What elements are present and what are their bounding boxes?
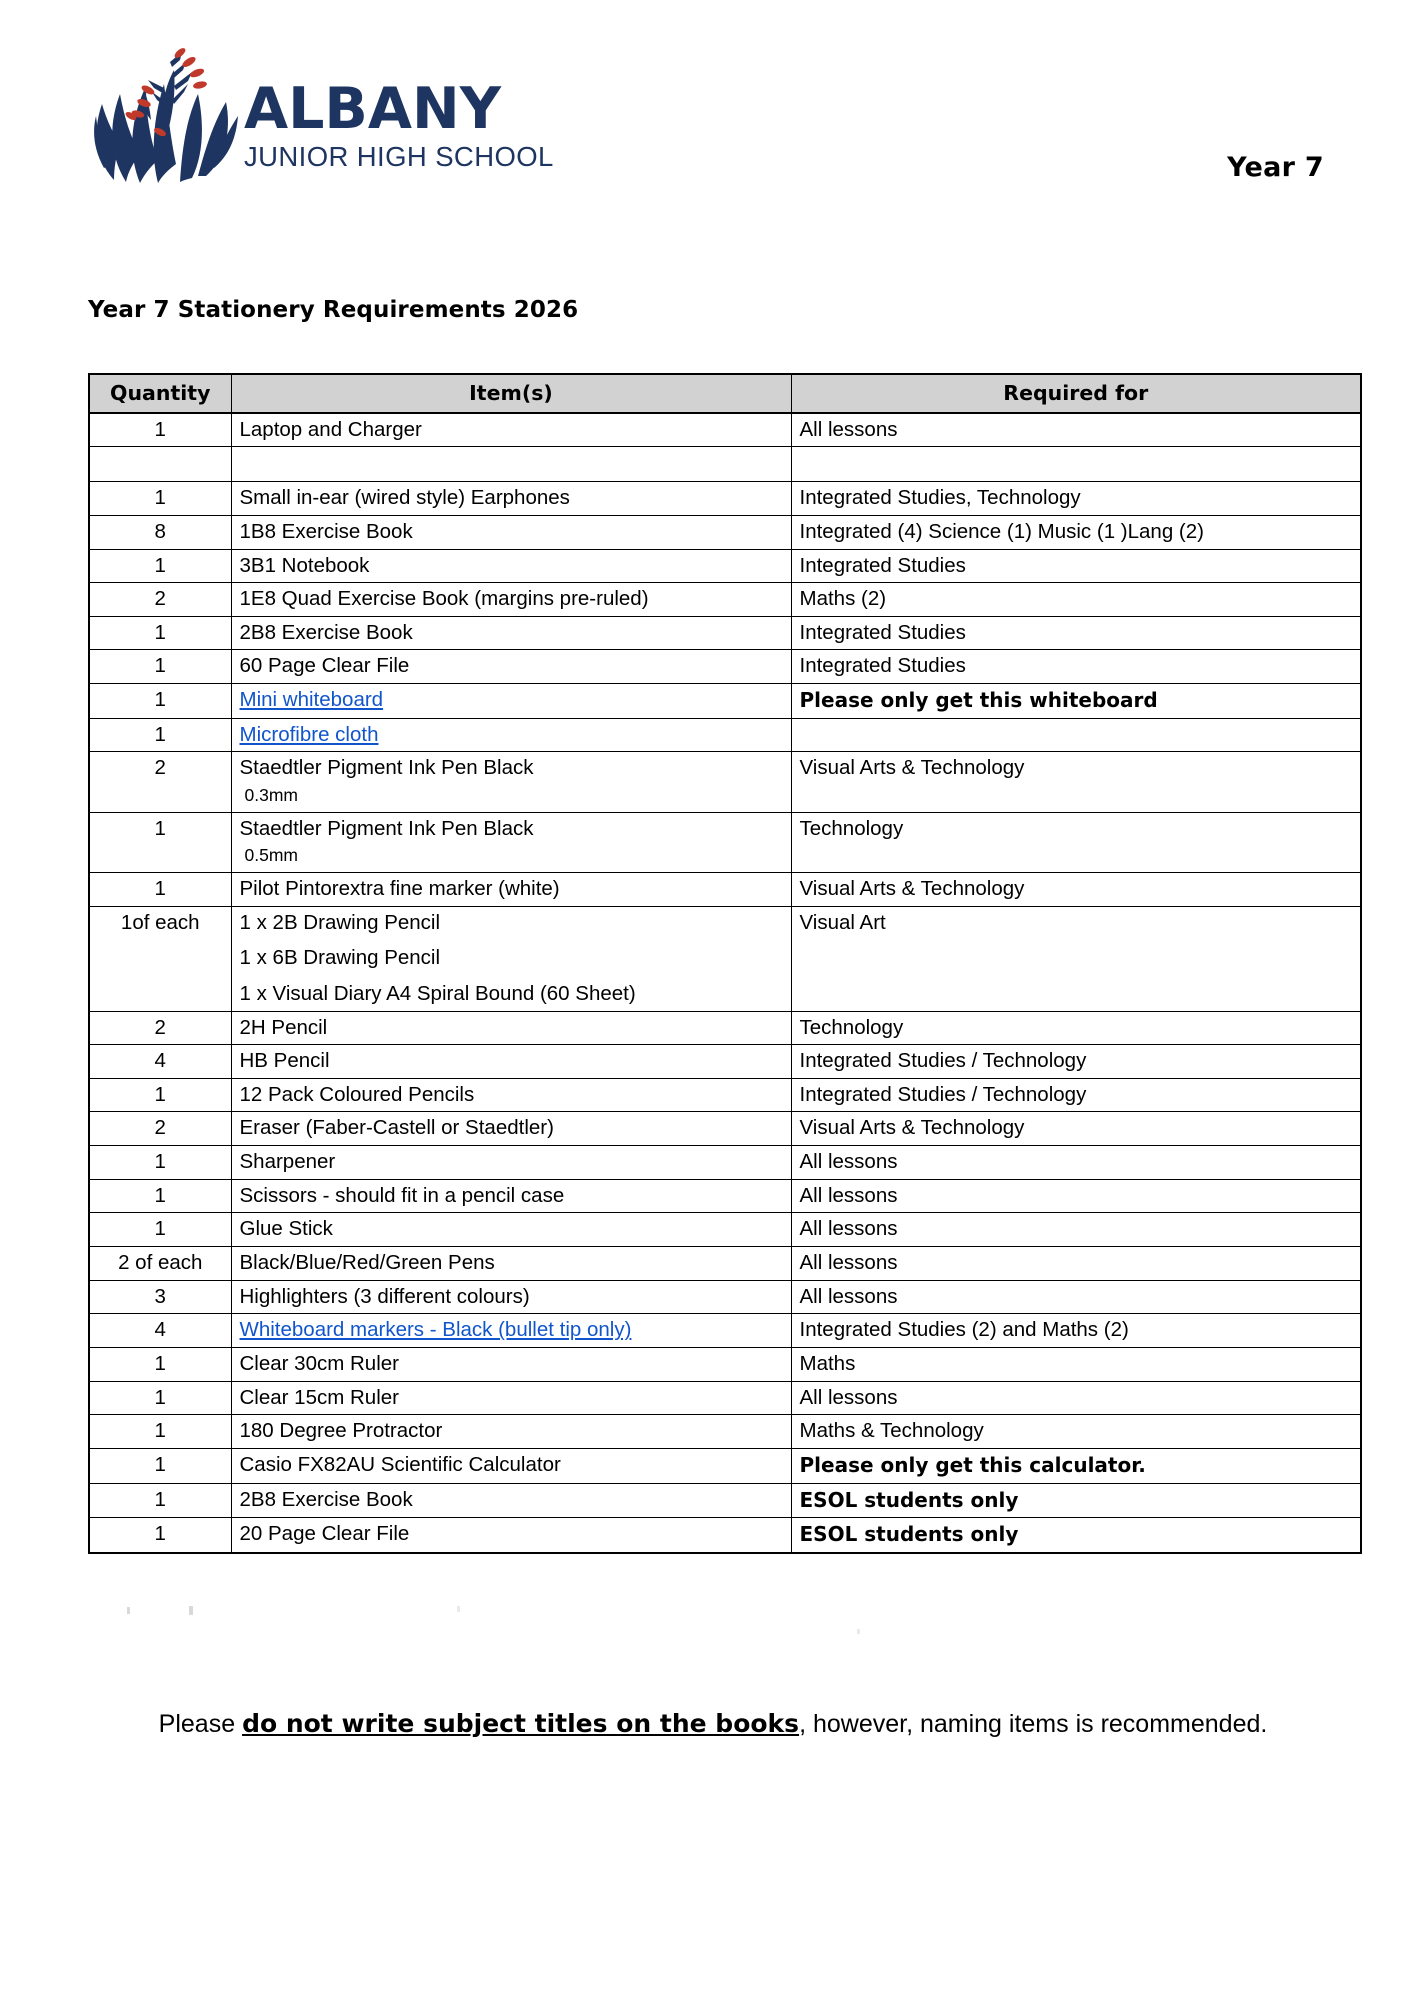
item-link[interactable]: Whiteboard markers - Black (bullet tip only): [239, 1318, 632, 1342]
required-for-text: All lessons: [799, 417, 898, 441]
cell-quantity: 1: [89, 1483, 231, 1518]
cell-quantity: 1: [89, 1448, 231, 1483]
table-row: [89, 718, 1361, 752]
cell-required-for: [791, 413, 1361, 447]
cell-quantity: 1: [89, 413, 231, 447]
required-for-text: Integrated (4) Science (1) Music (1 )Lang (2): [799, 519, 1204, 543]
page-title: Year 7 Stationery Requirements 2026: [88, 297, 579, 323]
item-text: 1 x 2B Drawing Pencil: [239, 910, 441, 934]
table-row: [89, 1011, 1361, 1045]
table-row: [89, 1415, 1361, 1449]
cell-required-for: [791, 1045, 1361, 1079]
scan-artifact: [857, 1629, 860, 1634]
cell-item: [231, 1518, 791, 1553]
required-for-text: Visual Arts & Technology: [799, 876, 1025, 900]
item-text: Clear 15cm Ruler: [239, 1385, 399, 1409]
item-text: 2H Pencil: [239, 1015, 328, 1039]
item-text: Black/Blue/Red/Green Pens: [239, 1251, 495, 1275]
item-text: 1 x 6B Drawing Pencil: [239, 946, 441, 970]
table-body: [89, 413, 1361, 1553]
table-row: [89, 872, 1361, 906]
item-text: Laptop and Charger: [239, 417, 422, 441]
item-link[interactable]: Microfibre cloth: [239, 722, 379, 746]
item-size-suffix: 0.5mm: [244, 845, 298, 866]
year-level-label: Year 7: [1227, 152, 1324, 183]
cell-item: [231, 583, 791, 617]
page-header: [0, 40, 1414, 220]
footer-note-emphasis: do not write subject titles on the books: [242, 1709, 800, 1738]
table-row: [89, 482, 1361, 516]
cell-item: [231, 1448, 791, 1483]
item-text: Highlighters (3 different colours): [239, 1284, 530, 1308]
required-for-text: Visual Arts & Technology: [799, 1116, 1025, 1140]
item-text: 60 Page Clear File: [239, 654, 410, 678]
cell-required-for: [791, 1347, 1361, 1381]
item-text: Scissors - should fit in a pencil case: [239, 1183, 565, 1207]
cell-required-for: [791, 1448, 1361, 1483]
item-size-suffix: 0.3mm: [244, 785, 298, 806]
table-row: [89, 1078, 1361, 1112]
cell-required-for: [791, 583, 1361, 617]
cell-quantity: 4: [89, 1314, 231, 1348]
cell-quantity: 1: [89, 718, 231, 752]
footer-note-suffix: , however, naming items is recommended.: [799, 1710, 1268, 1738]
cell-required-for: [791, 616, 1361, 650]
cell-required-for: [791, 752, 1361, 812]
table-row: [89, 616, 1361, 650]
table-row: [89, 583, 1361, 617]
cell-item: [231, 1011, 791, 1045]
scan-artifact: [127, 1607, 130, 1614]
cell-item: [231, 752, 791, 812]
required-for-text: Integrated Studies: [799, 654, 966, 678]
item-text: Staedtler Pigment Ink Pen Black: [239, 816, 534, 840]
cell-item: [231, 1314, 791, 1348]
cell-quantity: [89, 447, 231, 482]
cell-item: [231, 1347, 791, 1381]
item-text: Sharpener: [239, 1150, 336, 1174]
cell-item: [231, 718, 791, 752]
required-for-text: Maths & Technology: [799, 1419, 984, 1443]
cell-quantity: 1: [89, 1146, 231, 1180]
item-text: Small in-ear (wired style) Earphones: [239, 486, 570, 510]
item-text: Staedtler Pigment Ink Pen Black: [239, 756, 534, 780]
table-row: [89, 515, 1361, 549]
cell-item: [231, 413, 791, 447]
required-for-text: Integrated Studies / Technology: [799, 1049, 1087, 1073]
table-row: [89, 1483, 1361, 1518]
table-row: [89, 1146, 1361, 1180]
item-text: Pilot Pintorextra fine marker (white): [239, 876, 560, 900]
cell-required-for: [791, 1247, 1361, 1281]
cell-required-for: [791, 1213, 1361, 1247]
stationery-table-container: [88, 373, 1360, 1554]
cell-quantity: 1: [89, 616, 231, 650]
item-text: Glue Stick: [239, 1217, 333, 1241]
cell-required-for: [791, 1483, 1361, 1518]
cell-item: [231, 812, 791, 872]
cell-required-for: [791, 1314, 1361, 1348]
required-for-text: Integrated Studies (2) and Maths (2): [799, 1318, 1129, 1342]
cell-item: [231, 1247, 791, 1281]
stationery-requirements-table: [88, 373, 1362, 1554]
table-row: [89, 413, 1361, 447]
cell-item: [231, 906, 791, 1011]
table-row: [89, 752, 1361, 812]
cell-item: [231, 1112, 791, 1146]
cell-quantity: 1: [89, 1518, 231, 1553]
cell-quantity: 2 of each: [89, 1247, 231, 1281]
cell-item: [231, 1045, 791, 1079]
cell-required-for: [791, 1078, 1361, 1112]
cell-required-for: [791, 718, 1361, 752]
table-row: [89, 1247, 1361, 1281]
cell-required-for: [791, 1011, 1361, 1045]
cell-quantity: 4: [89, 1045, 231, 1079]
required-for-text: Integrated Studies: [799, 620, 966, 644]
required-for-text: All lessons: [799, 1251, 898, 1275]
table-row: [89, 1381, 1361, 1415]
cell-required-for: [791, 1280, 1361, 1314]
item-text: 1 x Visual Diary A4 Spiral Bound (60 Sheet): [239, 981, 636, 1005]
cell-item: [231, 1280, 791, 1314]
required-for-text: All lessons: [799, 1217, 898, 1241]
cell-required-for: [791, 1381, 1361, 1415]
column-header-required-for: Required for: [791, 374, 1361, 413]
cell-required-for: [791, 1146, 1361, 1180]
cell-quantity: 1: [89, 1347, 231, 1381]
cell-required-for: [791, 1518, 1361, 1553]
item-text: Casio FX82AU Scientific Calculator: [239, 1452, 561, 1476]
required-for-text: ESOL students only: [799, 1522, 1019, 1547]
required-for-text: Integrated Studies, Technology: [799, 486, 1081, 510]
cell-item: [231, 684, 791, 719]
table-row: [89, 1518, 1361, 1553]
cell-item: [231, 1381, 791, 1415]
school-subtitle: JUNIOR HIGH SCHOOL: [244, 141, 554, 173]
cell-item: [231, 1179, 791, 1213]
table-row: [89, 549, 1361, 583]
required-for-text: Please only get this calculator.: [799, 1452, 1146, 1477]
cell-required-for: [791, 1179, 1361, 1213]
cell-quantity: 1: [89, 684, 231, 719]
cell-item: [231, 515, 791, 549]
cell-required-for: [791, 650, 1361, 684]
required-for-text: Technology: [799, 816, 904, 840]
required-for-text: Maths (2): [799, 587, 887, 611]
cell-quantity: 1of each: [89, 906, 231, 1011]
required-for-text: All lessons: [799, 1385, 898, 1409]
item-text: 20 Page Clear File: [239, 1522, 410, 1546]
cell-item: [231, 1213, 791, 1247]
cell-quantity: 1: [89, 812, 231, 872]
table-row: [89, 1347, 1361, 1381]
required-for-text: Please only get this whiteboard: [799, 688, 1158, 713]
table-row: [89, 650, 1361, 684]
cell-item: [231, 447, 791, 482]
required-for-text: Maths: [799, 1351, 856, 1375]
item-text: 1E8 Quad Exercise Book (margins pre-ruled): [239, 587, 649, 611]
cell-quantity: 2: [89, 752, 231, 812]
cell-quantity: 2: [89, 1011, 231, 1045]
column-header-items: Item(s): [231, 374, 791, 413]
cell-item: [231, 1415, 791, 1449]
cell-item: [231, 1078, 791, 1112]
item-text: 1B8 Exercise Book: [239, 519, 413, 543]
cell-quantity: 1: [89, 872, 231, 906]
cell-quantity: 1: [89, 482, 231, 516]
required-for-text: Technology: [799, 1015, 904, 1039]
table-row: [89, 1280, 1361, 1314]
cell-item: [231, 872, 791, 906]
table-row: [89, 684, 1361, 719]
required-for-text: All lessons: [799, 1284, 898, 1308]
cell-required-for: [791, 1112, 1361, 1146]
cell-item: [231, 1483, 791, 1518]
cell-required-for: [791, 447, 1361, 482]
cell-item: [231, 650, 791, 684]
cell-quantity: 2: [89, 583, 231, 617]
table-header-row: [89, 374, 1361, 413]
cell-item: [231, 1146, 791, 1180]
required-for-text: Integrated Studies / Technology: [799, 1082, 1087, 1106]
item-text: Clear 30cm Ruler: [239, 1351, 399, 1375]
scan-artifact: [457, 1606, 460, 1612]
cell-item: [231, 616, 791, 650]
required-for-text: Visual Art: [799, 910, 886, 934]
cell-quantity: 1: [89, 1415, 231, 1449]
table-row: [89, 1045, 1361, 1079]
cell-required-for: [791, 812, 1361, 872]
table-row: [89, 1112, 1361, 1146]
scan-artifact: [189, 1606, 193, 1615]
required-for-text: ESOL students only: [799, 1487, 1019, 1512]
cell-quantity: 1: [89, 1078, 231, 1112]
cell-quantity: 3: [89, 1280, 231, 1314]
cell-required-for: [791, 1415, 1361, 1449]
item-text: 3B1 Notebook: [239, 553, 370, 577]
cell-quantity: 8: [89, 515, 231, 549]
item-text: HB Pencil: [239, 1049, 330, 1073]
table-row: [89, 812, 1361, 872]
footer-note: [68, 1707, 1358, 1742]
table-row: [89, 906, 1361, 1011]
school-logo: [88, 40, 554, 185]
cell-required-for: [791, 482, 1361, 516]
cell-required-for: [791, 684, 1361, 719]
cell-quantity: 1: [89, 650, 231, 684]
table-row: [89, 1448, 1361, 1483]
required-for-text: All lessons: [799, 1150, 898, 1174]
item-text: 2B8 Exercise Book: [239, 620, 413, 644]
flax-plant-logo-icon: [88, 40, 238, 185]
cell-quantity: 1: [89, 1213, 231, 1247]
school-name: ALBANY: [244, 76, 501, 143]
column-header-quantity: Quantity: [89, 374, 231, 413]
table-row: [89, 1314, 1361, 1348]
item-text: Eraser (Faber-Castell or Staedtler): [239, 1116, 554, 1140]
cell-quantity: 1: [89, 1179, 231, 1213]
cell-item: [231, 549, 791, 583]
cell-required-for: [791, 549, 1361, 583]
cell-required-for: [791, 906, 1361, 1011]
table-row: [89, 1213, 1361, 1247]
required-for-text: Integrated Studies: [799, 553, 966, 577]
item-text: 12 Pack Coloured Pencils: [239, 1082, 475, 1106]
table-row: [89, 447, 1361, 482]
cell-item: [231, 482, 791, 516]
item-text: 2B8 Exercise Book: [239, 1487, 413, 1511]
cell-quantity: 1: [89, 549, 231, 583]
footer-note-prefix: Please: [158, 1710, 243, 1738]
required-for-text: All lessons: [799, 1183, 898, 1207]
required-for-text: Visual Arts & Technology: [799, 756, 1025, 780]
item-link[interactable]: Mini whiteboard: [239, 688, 384, 712]
cell-quantity: 2: [89, 1112, 231, 1146]
table-row: [89, 1179, 1361, 1213]
cell-required-for: [791, 515, 1361, 549]
cell-required-for: [791, 872, 1361, 906]
item-text: 180 Degree Protractor: [239, 1419, 443, 1443]
cell-quantity: 1: [89, 1381, 231, 1415]
